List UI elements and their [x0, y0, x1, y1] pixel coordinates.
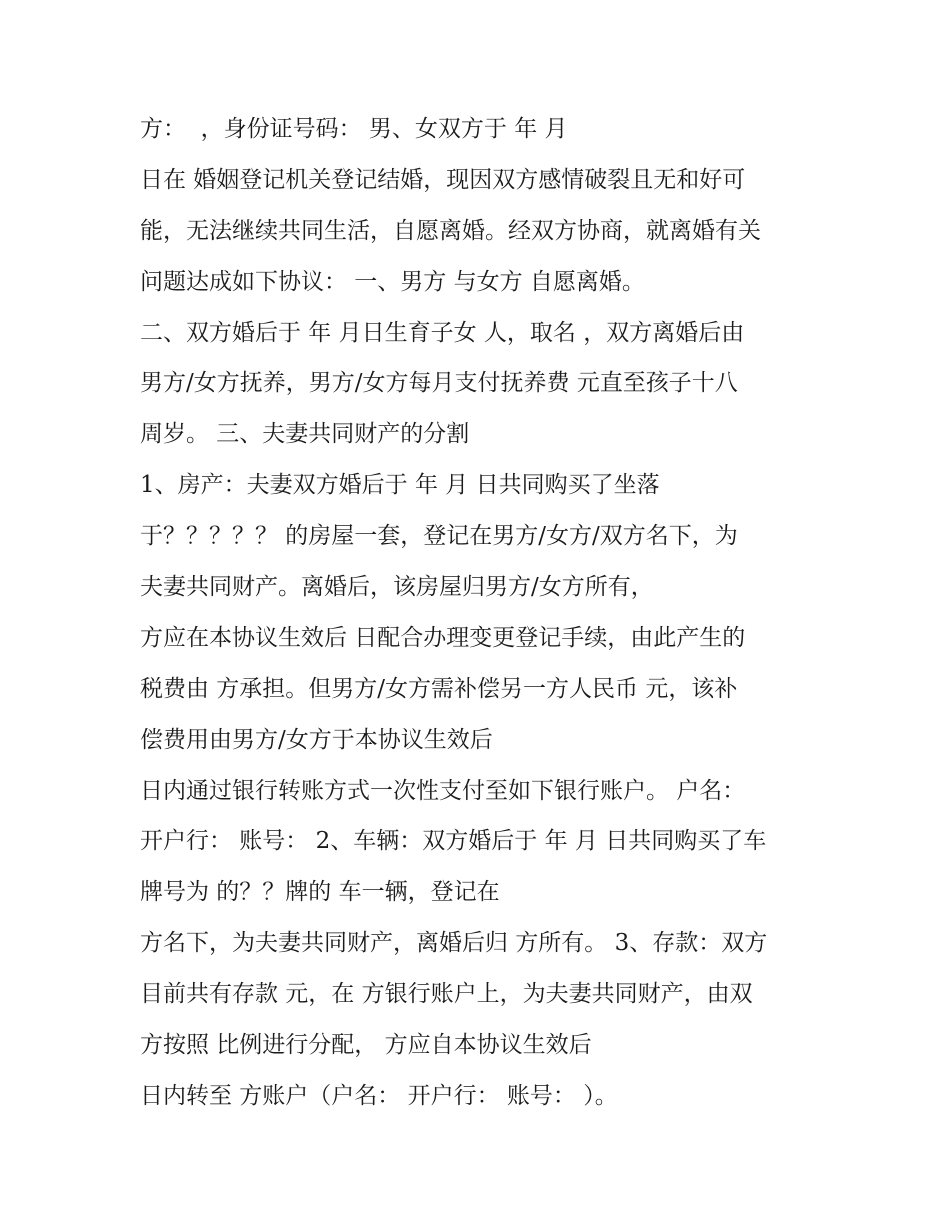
text-line-1: 方： ，身份证号码： 男、女双方于 年 月: [140, 116, 568, 142]
text-line-9: 于？？？？？ 的房屋一套，登记在男方/女方/双方名下，为: [140, 523, 738, 550]
text-line-12: 税费由 方承担。但男方/女方需补偿另一方人民币 元，该补: [140, 675, 738, 702]
text-line-7: 周岁。 三、夫妻共同财产的分割: [140, 421, 470, 448]
text-line-20: 日内转至 方账户（户名： 开户行： 账号： ）。: [140, 1082, 618, 1109]
text-line-15: 开户行： 账号： 2、车辆：双方婚后于 年 月 日共同购买了车: [140, 828, 767, 855]
text-line-6: 男方/女方抚养，男方/女方每月支付抚养费 元直至孩子十八: [140, 370, 738, 397]
text-line-4: 问题达成如下协议： 一、男方 与女方 自愿离婚。: [140, 268, 645, 295]
text-line-11: 方应在本协议生效后 日配合办理变更登记手续，由此产生的: [140, 624, 746, 651]
text-line-19: 方按照 比例进行分配， 方应自本协议生效后: [140, 1032, 592, 1059]
text-line-3: 能，无法继续共同生活，自愿离婚。经双方协商，就离婚有关: [140, 217, 761, 244]
text-line-2: 日在 婚姻登记机关登记结婚，现因双方感情破裂且无和好可: [140, 166, 746, 193]
text-line-17: 方名下，为夫妻共同财产，离婚后归 方所有。 3、存款：双方: [140, 930, 768, 957]
text-line-13: 偿费用由男方/女方于本协议生效后: [140, 726, 493, 753]
text-line-14: 日内通过银行转账方式一次性支付至如下银行账户。 户名：: [140, 777, 746, 804]
text-line-18: 目前共有存款 元，在 方银行账户上，为夫妻共同财产，由双: [140, 981, 753, 1008]
text-line-5: 二、双方婚后于 年 月日生育子女 人，取名 ，双方离婚后由: [140, 319, 745, 346]
text-line-8: 1、房产：夫妻双方婚后于 年 月 日共同购买了坐落: [140, 472, 660, 499]
text-line-10: 夫妻共同财产。离婚后，该房屋归男方/女方所有，: [140, 574, 654, 601]
agreement-body: [140, 104, 840, 1122]
text-line-16: 牌号为 的？？牌的 车一辆，登记在: [140, 879, 500, 906]
